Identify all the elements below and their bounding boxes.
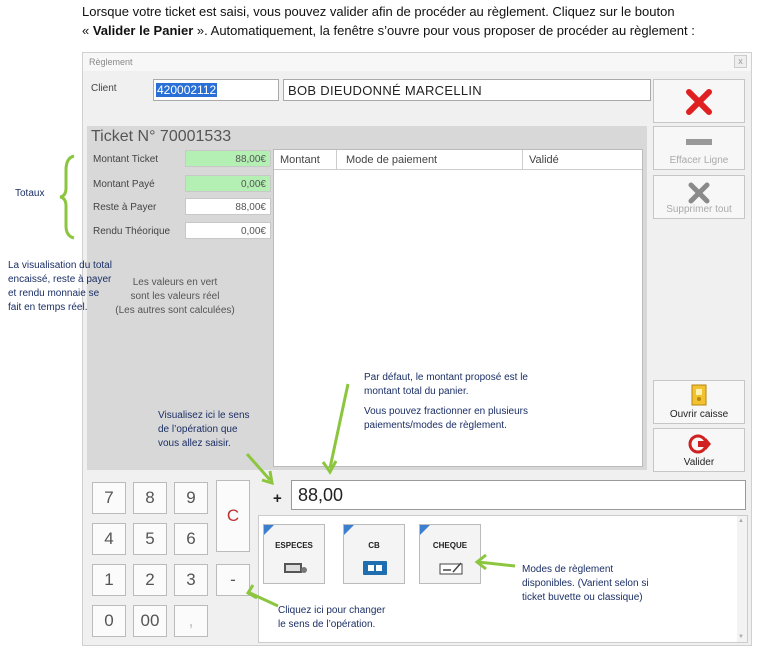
remaining-value: 88,00€: [185, 198, 271, 215]
annotation-payment-modes: Modes de règlement disponibles. (Varient selon si ticket buvette ou classique): [522, 564, 649, 603]
keypad-key[interactable]: 0: [92, 605, 126, 637]
amount-input[interactable]: 88,00: [291, 480, 746, 510]
clear-button[interactable]: C: [216, 480, 250, 552]
cancel-button[interactable]: [653, 79, 745, 123]
sign-toggle-button[interactable]: -: [216, 564, 250, 596]
total-row: Reste à Payer 88,00€: [93, 198, 273, 216]
total-row: Montant Payé 0,00€: [93, 175, 273, 193]
delete-all-button[interactable]: Supprimer tout: [653, 175, 745, 219]
payment-method-cash[interactable]: ESPECES: [263, 524, 325, 584]
client-name-field[interactable]: BOB DIEUDONNÉ MARCELLIN: [283, 79, 651, 101]
minus-icon: [686, 137, 712, 147]
window-titlebar: [83, 53, 751, 71]
ticket-title: Ticket N° 70001533: [91, 128, 232, 145]
annotation-totaux: Totaux: [15, 188, 45, 199]
payment-method-cheque[interactable]: CHEQUE: [419, 524, 481, 584]
keypad-key[interactable]: 00: [133, 605, 167, 637]
operation-sign: +: [273, 490, 282, 507]
intro-bold: Valider le Panier: [92, 23, 194, 38]
cash-icon: [283, 561, 307, 575]
red-x-icon: [684, 87, 714, 117]
annotation-green-values: Les valeurs en vert sont les valeurs réel (Les autres sont calculées): [115, 277, 235, 316]
drawer-icon: [687, 383, 711, 409]
total-row: Montant Ticket 88,00€: [93, 150, 273, 168]
logout-arrow-icon: [687, 432, 711, 456]
annotation-change-sign: Cliquez ici pour changer le sens de l’opération.: [278, 605, 386, 630]
keypad-key[interactable]: 9: [174, 482, 208, 514]
keypad-key[interactable]: 5: [133, 523, 167, 555]
column-header-mode: Mode de paiement: [346, 154, 438, 166]
keypad-key[interactable]: 4: [92, 523, 126, 555]
keypad-key[interactable]: 2: [133, 564, 167, 596]
total-row: Rendu Théorique 0,00€: [93, 222, 273, 240]
open-drawer-button[interactable]: Ouvrir caisse: [653, 380, 745, 424]
card-icon: [363, 561, 387, 575]
annotation-realtime: La visualisation du total encaissé, reste à payer et rendu monnaie se fait en temps réel.: [8, 260, 112, 313]
client-label: Client: [91, 83, 117, 94]
annotation-default-amount: Par défaut, le montant proposé est le montant total du panier. Vous pouvez fractionner en plusieurs paiements/modes de règlement.: [364, 372, 528, 431]
intro-line-1: Lorsque votre ticket est saisi, vous pouvez valider afin de procéder au règlement. Cliquez sur le bouton: [82, 4, 675, 19]
column-header-amount: Montant: [280, 154, 320, 166]
keypad-key[interactable]: 7: [92, 482, 126, 514]
payment-methods-scrollbar[interactable]: [737, 516, 747, 642]
keypad-key[interactable]: 3: [174, 564, 208, 596]
delete-line-button[interactable]: Effacer Ligne: [653, 126, 745, 170]
keypad-key[interactable]: 1: [92, 564, 126, 596]
amount-paid-value: 0,00€: [185, 175, 271, 192]
window-close-button[interactable]: x: [734, 55, 747, 68]
change-value: 0,00€: [185, 222, 271, 239]
intro-line-2: « Valider le Panier ». Automatiquement, la fenêtre s’ouvre pour vous proposer de procéder au règlement :: [82, 23, 695, 38]
keypad-key[interactable]: ,: [174, 605, 208, 637]
keypad-key[interactable]: 8: [133, 482, 167, 514]
payment-window: [82, 52, 752, 646]
gray-x-icon: [686, 180, 712, 206]
cheque-icon: [439, 561, 463, 575]
validate-button[interactable]: Valider: [653, 428, 745, 472]
keypad-key[interactable]: 6: [174, 523, 208, 555]
annotation-operation-sign: Visualisez ici le sens de l’opération que vous allez saisir.: [158, 410, 250, 449]
intro-text: [82, 2, 752, 40]
payments-table-header: [274, 150, 642, 170]
payment-method-card[interactable]: CB: [343, 524, 405, 584]
column-header-validated: Validé: [529, 154, 559, 166]
amount-ticket-value: 88,00€: [185, 150, 271, 167]
window-title: Règlement: [89, 57, 133, 67]
client-id-field[interactable]: 420002112: [153, 79, 279, 101]
